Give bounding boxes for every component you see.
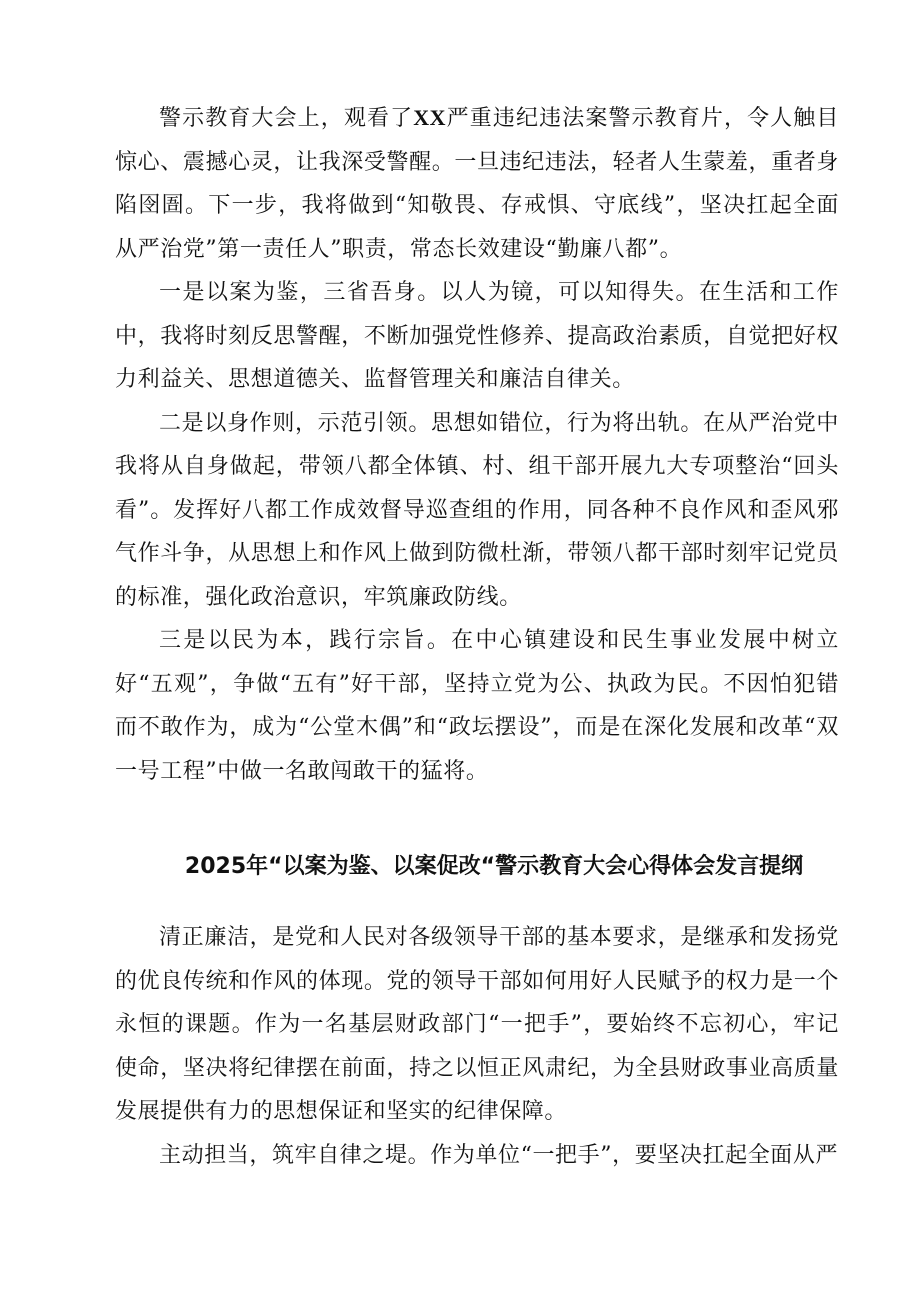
paragraph-integrity: 清正廉洁，是党和人民对各级领导干部的基本要求，是继承和发扬党的优良传统和作风的体现。党的领导干部如何用好人民赋予的权力是一个永恒的课题。作为一名基层财政部门“一把手”，要始终不忘初心，牢记使命，坚决将纪律摆在前面，持之以恒正风肃纪，为全县财政事业高质量发展提供有力的思想保证和坚实的纪律保障。 <box>115 925 839 1124</box>
section-title: 2025年“以案为鉴、以案促改“警示教育大会心得体会发言提纲 <box>184 854 804 879</box>
paragraph-point-three: 三是以民为本，践行宗旨。在中心镇建设和民生事业发展中树立好“五观”，争做“五有”好干部，坚持立党为公、执政为民。不因怕犯错而不敢作为，成为“公堂木偶”和“政坛摆设”，而是在深化发展和改革“双一号工程”中做一名敢闯敢干的猛将。 <box>115 628 839 784</box>
document-page <box>115 96 839 1177</box>
paragraph-intro <box>115 96 839 271</box>
intro-text-start: 警示教育大会上，观看了 <box>159 106 414 131</box>
paragraph-point-one: 一是以案为鉴，三省吾身。以人为镜，可以知得失。在生活和工作中，我将时刻反思警醒，不断加强党性修养、提高政治素质，自觉把好权力利益关、思想道德关、监督管理关和廉洁自律关。 <box>115 280 839 392</box>
paragraph-responsibility: 主动担当，筑牢自律之堤。作为单位“一把手”，要坚决扛起全面从严 <box>159 1142 839 1168</box>
paragraph-point-two: 二是以身作则，示范引领。思想如错位，行为将出轨。在从严治党中我将从自身做起，带领八都全体镇、村、组干部开展九大专项整治“回头看”。发挥好八都工作成效督导巡查组的作用，同各种不良作风和歪风邪气作斗争，从思想上和作风上做到防微杜渐，带领八都干部时刻牢记党员的标准，强化政治意识，牢筑廉政防线。 <box>115 410 839 610</box>
case-name-placeholder: XX <box>413 105 447 130</box>
intro-text-rest: 严重违纪违法案警示教育片，令人触目惊心、震撼心灵，让我深受警醒。一旦违纪违法，轻者人生蒙羞，重者身陷囹圄。下一步，我将做到“知敬畏、存戒惧、守底线”，坚决扛起全面从严治党”第一责任人”职责，常态长效建设“勤廉八都”。 <box>115 106 839 262</box>
